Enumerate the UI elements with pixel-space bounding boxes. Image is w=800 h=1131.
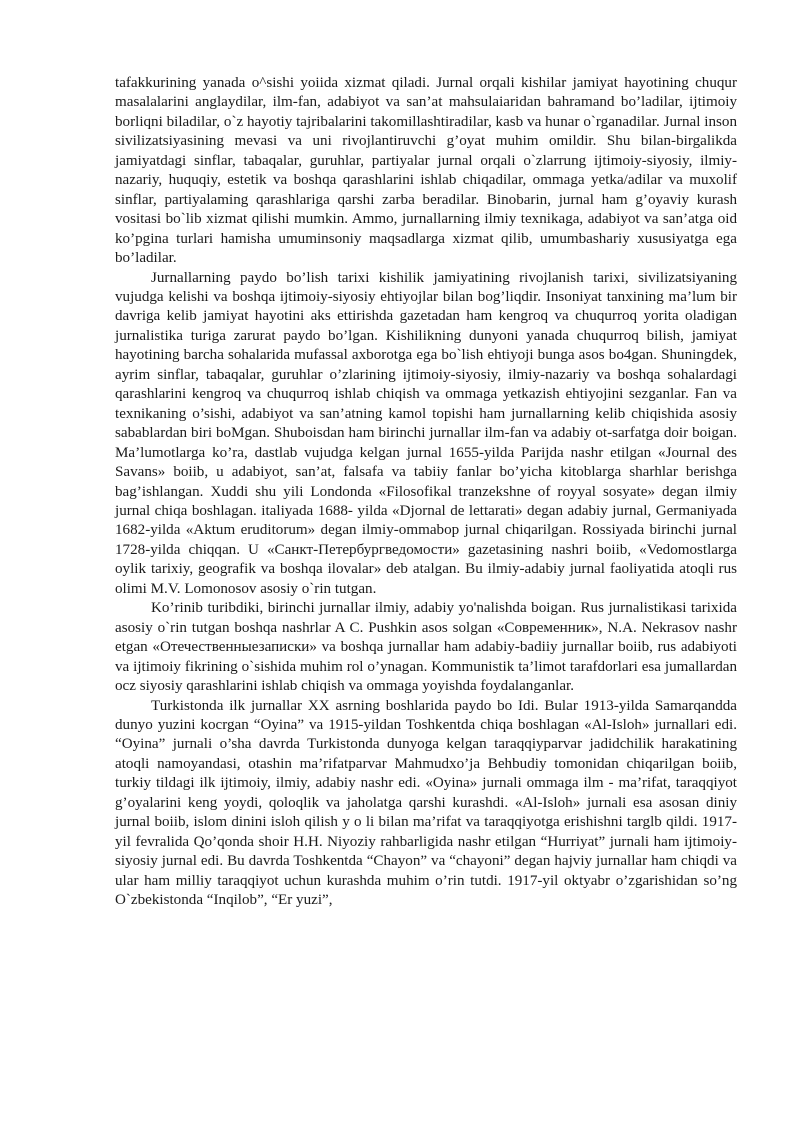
document-page xyxy=(115,74,737,910)
paragraph-3: Ko’rinib turibdiki, birinchi jurnallar ilmiy, adabiy yo'nalishda boigan. Rus jurnalistikasi tarixida asosiy o`rin tutgan boshqa nashrlar A C. Pushkin asos solgan «Современник», N.A. Nekrasov nashr etgan «Отечественныезаписки» va boshqa jurnallar ham adabiy-badiiy jurnallar boiib, rus adabiyoti va ijtimoiy fikrining o`sishida muhim rol o’ynagan. Kommunistik ta’limot tarafdorlari esa jumallardan ocz siyosiy qarashlarini ishlab chiqish va ommaga yoyishda foydalanganlar. xyxy=(115,600,737,695)
paragraph-4: Turkistonda ilk jurnallar XX asrning boshlarida paydo bo Idi. Bular 1913-yilda Samarqandda dunyo yuzini kocrgan “Oyina” va 1915-yildan Toshkentda chiqa boshlagan «Al-Isloh» jurnallari edi. “Oyina” jurnali o’sha davrda Turkistonda dunyoga kelgan taraqqiyparvar jadidchilik harakatining atoqli namoyandasi, otashin ma’rifatparvar Mahmudxo’ja Behbudiy tomonidan chiqarilgan boiib, turkiy tildagi ilk ijtimoiy, ilmiy, adabiy nashr edi. «Oyina» jurnali ommaga ilm - ma’rifat, taraqqiyot g’oyalarini keng yoydi, qoloqlik va jaholatga qarshi kurashdi. «Al-Isloh» jurnali esa asosan diniy jurnal boiib, islom dinini isloh qilish y o li bilan ma’rifat va taraqqiyotga erishishni targlb qildi. 1917-yil fevralida Qo’qonda shoir H.H. Niyoziy rahbarligida nashr etilgan “Hurriyat” jurnali ham ijtimoiy-siyosiy jurnal edi. Bu davrda Toshkentda “Chayon” va “chayoni” degan hajviy jurnallar ham chiqdi va ular ham milliy taraqqiyot uchun kurashda muhim o’rin tutdi. 1917-yil oktyabr o’zgarishidan so’ng O`zbekistonda “Inqilob”, “Er yuzi”, xyxy=(115,697,737,909)
paragraph-2: Jurnallarning paydo bo’lish tarixi kishilik jamiyatining rivojlanish tarixi, sivilizatsiyaning vujudga kelishi va boshqa ijtimoiy-siyosiy ehtiyojlar bilan bog’liqdir. Insoniyat tanxining ma’lum bir davriga kelib jamiyat hayotini aks ettirishda gazetadan ham kengroq va chuqurroq yorita oladigan jurnalistika turiga zarurat paydo bo’lgan. Kishilikning dunyoni yanada chuqurroq bilish, jamiyat hayotining barcha sohalarida mufassal axborotga ega bo`lish ehtiyoji bunga asos bo4gan. Shuningdek, ayrim sinflar, tabaqalar, guruhlar o’zlarining ijtimoiy-siyosiy, ilmiy-nazariy va boshqa sohalardagi qarashlarini kengroq va chuqurroq ishlab chiqish va ommaga yetkazish ehtiyojini sezganlar. Fan va texnikaning o’sishi, adabiyot va san’atning kamol topishi ham jurnallarning kelib chiqishida asosiy sabablardan biri boMgan. Shuboisdan ham birinchi jurnallar ilm-fan va adabiy ot-sarfatga doir boigan. Ma’lumotlarga ko’ra, dastlab vujudga kelgan jurnal 1655-yilda Parijda nashr etilgan «Journal des Savans» boiib, u adabiyot, san’at, falsafa va tabiiy fanlar bo’yicha kitoblarga sharhlar berishga bag’ishlangan. Xuddi shu yili Londonda «Filosofikal tranzekshne of royyal sosyate» degan ilmiy jurnal chiqa boshlagan. italiyada 1688- yilda «Djornal de lettarati» degan adabiy jurnal, Germaniyada 1682-yilda «Aktum eruditorum» degan ilmiy-ommabop jurnal chiqarilgan. Rossiyada birinchi jurnal 1728-yilda chiqqan. U «Санкт-Петербургведомости» gazetasining nashri boiib, «Vedomostlarga oylik tarixiy, geografik va boshqa ilovalar» deb atalgan. Bu ilmiy-adabiy jurnal faoliyatida atoqli rus olimi M.V. Lomonosov asosiy o`rin tutgan. xyxy=(115,269,737,597)
paragraph-1: tafakkurining yanada o^sishi yoiida xizmat qiladi. Jurnal orqali kishilar jamiyat hayotining chuqur masalalarini anglaydilar, ilm-fan, adabiyot va san’at mahsulaiaridan bahramand bo’ladilar, ijtimoiy borliqni biladilar, o`z hayotiy tajribalarini takomillashtiradilar, kasb va hunar o`rganadilar. Jurnal inson sivilizatsiyasining mevasi va uni rivojlantiruvchi g’oyat muhim omildir. Shu bilan-birgalikda jamiyatdagi sinflar, tabaqalar, guruhlar, partiyalar jurnal orqali o`zlarrung ijtimoiy-siyosiy, ilmiy-nazariy, huquqiy, estetik va boshqa qarashlarini ishlab chiqadilar, ommaga yetka/adilar va muxolif sinflar, partiyalaming qarashlariga qarshi zarba beradilar. Binobarin, jurnal ham g’oyaviy kurash vositasi bo`lib xizmat qilishi mumkin. Ammo, jurnallarning ilmiy texnikaga, adabiyot va san’atga oid ko’pgina turlari hamisha umuminsoniy maqsadlarga xizmat qilib, umumbashariy xususiyatga ega bo’ladilar. xyxy=(115,75,737,267)
